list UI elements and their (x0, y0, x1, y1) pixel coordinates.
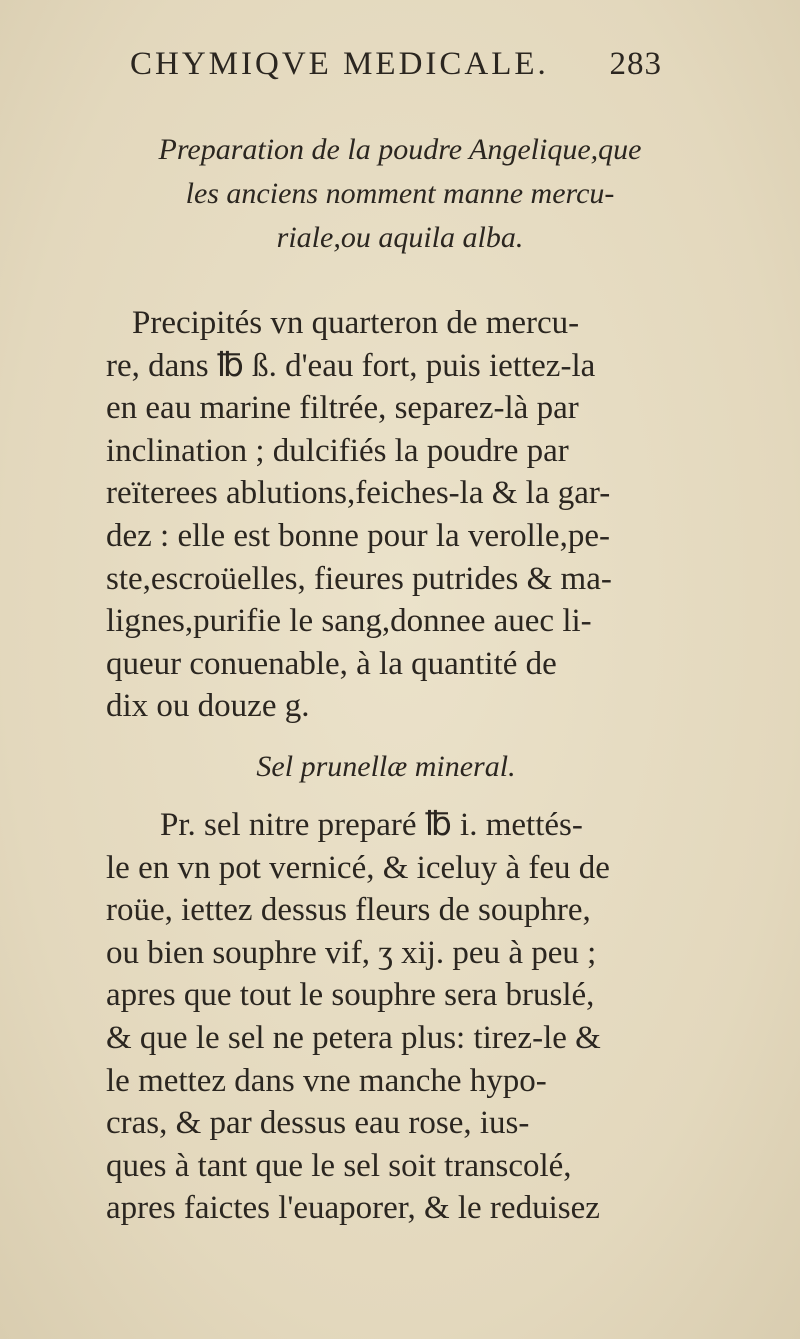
text-line: ste,escroüelles, fieures putrides & ma- (106, 560, 612, 597)
text-line: apres faictes l'euaporer, & le reduisez (106, 1190, 600, 1227)
title-line: riale,ou aquila alba. (276, 221, 524, 254)
text-line: le mettez dans vne manche hypo- (106, 1062, 547, 1099)
text-line: dix ou douze g. (106, 688, 310, 725)
text-line: reïterees ablutions,feiches-la & la gar- (106, 475, 611, 512)
text-line: ques à tant que le sel soit transcolé, (106, 1147, 572, 1184)
section-title-sel-prunellae: Sel prunellæ mineral. (256, 750, 516, 783)
text-line: Pr. sel nitre preparé ℔ i. mettés- (160, 807, 583, 843)
section-body-poudre-angelique (106, 302, 666, 728)
title-line: les anciens nomment manne mercu- (185, 177, 615, 210)
title-line: Preparation de la poudre Angelique,que (158, 133, 642, 166)
text-line: en eau marine filtrée, separez-là par (106, 390, 579, 427)
text-line: ou bien souphre vif, ʒ xij. peu à peu ; (106, 934, 597, 971)
text-line: lignes,purifie le sang,donnee auec li- (106, 603, 592, 640)
text-line: cras, & par dessus eau rose, ius- (106, 1105, 530, 1142)
text-line: le en vn pot vernicé, & iceluy à feu de (106, 849, 610, 886)
text-line: re, dans ℔ ß. d'eau fort, puis iettez-la (106, 347, 596, 384)
text-line: apres que tout le souphre sera bruslé, (106, 977, 595, 1014)
text-line: queur conuenable, à la quantité de (106, 645, 557, 682)
text-line: roüe, iettez dessus fleurs de souphre, (106, 892, 591, 929)
text-line: dez : elle est bonne pour la verolle,pe- (106, 517, 610, 554)
text-line: & que le sel ne petera plus: tirez-le & (106, 1019, 601, 1056)
section-body-sel-prunellae (106, 804, 666, 1230)
page-header (130, 46, 670, 83)
text-line: Precipités vn quarteron de mercu- (132, 305, 580, 341)
text-line: inclination ; dulcifiés la poudre par (106, 432, 569, 469)
running-title: CHYMIQVE MEDICALE. (130, 46, 549, 82)
page-number: 283 (609, 46, 662, 82)
section-title-poudre-angelique (120, 128, 680, 260)
